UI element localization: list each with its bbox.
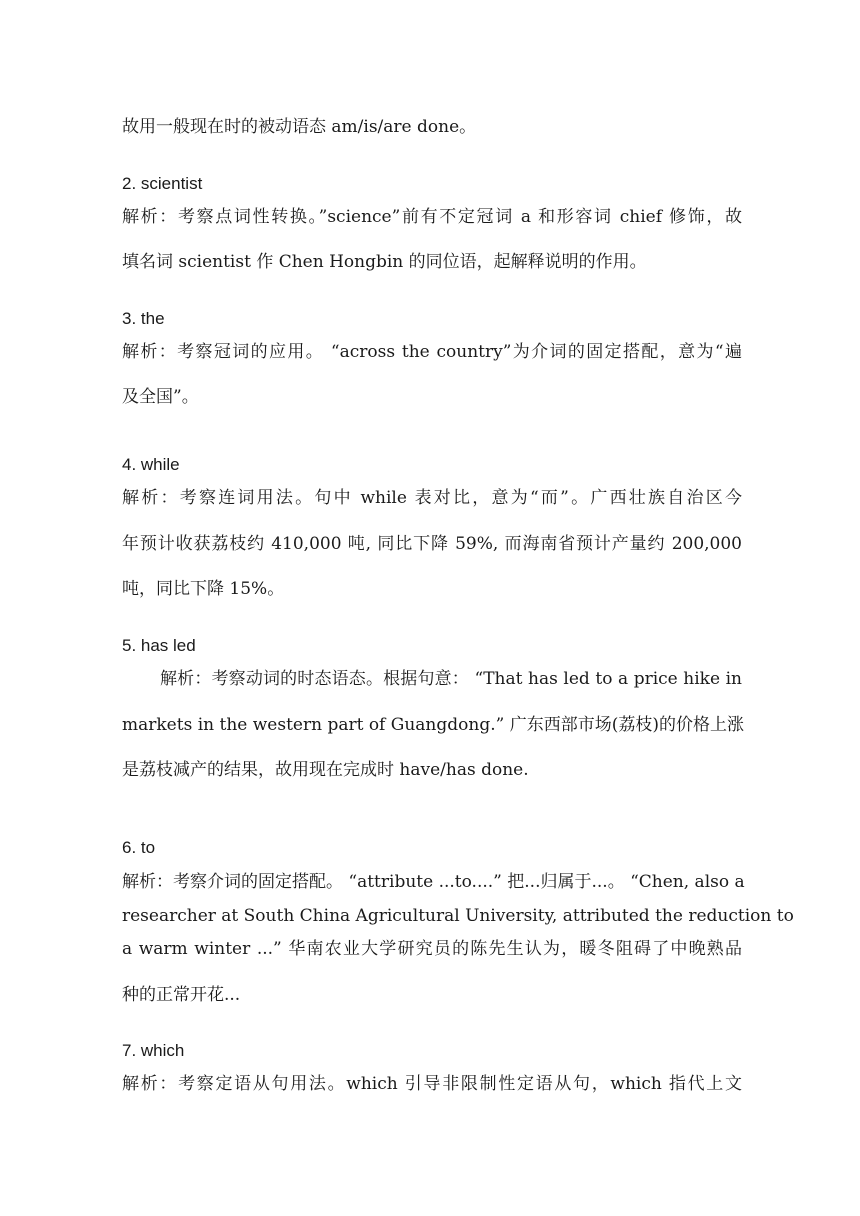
item-4-explanation-line-3: 吨，同比下降 15%。 <box>122 579 285 599</box>
item-4-heading: 4. while <box>122 455 180 474</box>
item-6-heading: 6. to <box>122 838 156 857</box>
item-7-heading: 7. which <box>122 1041 185 1060</box>
item-4-explanation-line-2: 年预计收获荔枝约 410,000 吨, 同比下降 59%, 而海南省预计产量约 200,000 <box>122 534 742 554</box>
item-6-explanation-line-4: 种的正常开花... <box>122 985 241 1005</box>
item-3-heading: 3. the <box>122 309 165 328</box>
item-6-explanation-line-1: 解析：考察介词的固定搭配。 “attribute ...to....” 把...归属于...。 “Chen, also a <box>122 872 745 892</box>
item-3-explanation-line-1: 解析：考察冠词的应用。 “across the country”为介词的固定搭配，意为“遍 <box>122 342 742 362</box>
item-6-explanation-line-2: researcher at South China Agricultural University, attributed the reduction to <box>122 906 794 926</box>
item-5-explanation-line-1: 解析：考察动词的时态语态。根据句意： “That has led to a price hike in <box>160 669 742 689</box>
item-4-explanation-line-1: 解析：考察连词用法。句中 while 表对比，意为“而”。广西壮族自治区今 <box>122 488 742 508</box>
item-5-explanation-line-2: markets in the western part of Guangdong.” 广东西部市场(荔枝)的价格上涨 <box>122 715 744 735</box>
item-6-explanation-line-3: a warm winter ...” 华南农业大学研究员的陈先生认为，暖冬阻碍了中晚熟品 <box>122 939 742 959</box>
item-2-explanation-line-2: 填名词 scientist 作 Chen Hongbin 的同位语，起解释说明的作用。 <box>122 252 647 272</box>
item-5-explanation-line-3: 是荔枝减产的结果，故用现在完成时 have/has done. <box>122 760 529 780</box>
item-3-explanation-line-2: 及全国”。 <box>122 387 199 407</box>
intro-line: 故用一般现在时的被动语态 am/is/are done。 <box>122 117 477 137</box>
item-2-heading: 2. scientist <box>122 174 203 193</box>
item-5-heading: 5. has led <box>122 636 196 655</box>
item-7-explanation-line-1: 解析：考察定语从句用法。which 引导非限制性定语从句，which 指代上文 <box>122 1074 742 1094</box>
item-2-explanation-line-1: 解析：考察点词性转换。”science”前有不定冠词 a 和形容词 chief 修饰，故 <box>122 207 742 227</box>
